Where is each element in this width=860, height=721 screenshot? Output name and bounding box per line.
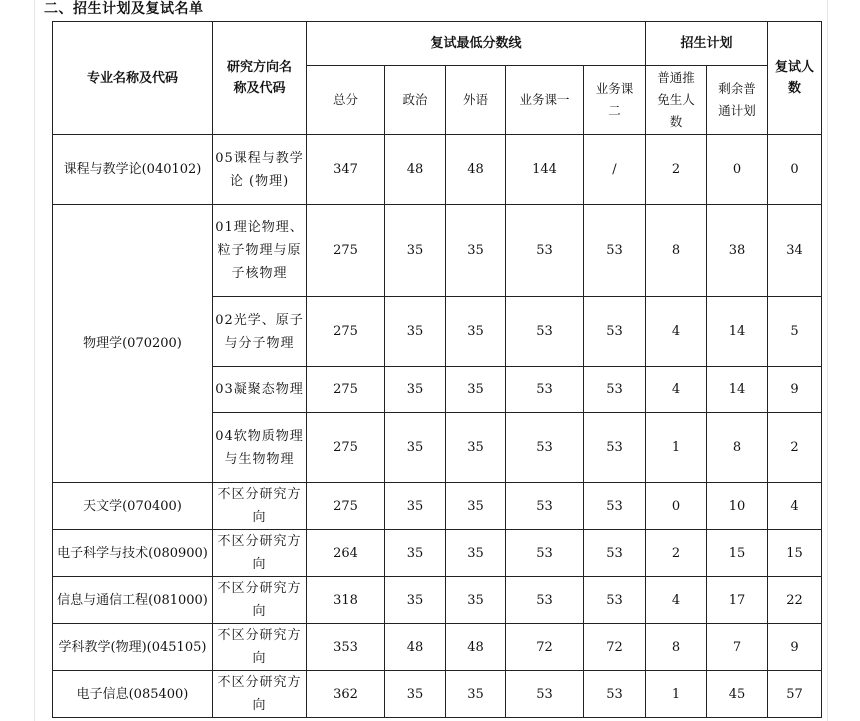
cell-politics: 35 xyxy=(385,413,446,483)
cell-direction: 05课程与教学论 (物理) xyxy=(213,135,307,205)
cell-foreign: 35 xyxy=(446,205,506,297)
cell-foreign: 35 xyxy=(446,367,506,413)
cell-foreign: 48 xyxy=(446,624,506,671)
cell-direction: 不区分研究方向 xyxy=(213,483,307,530)
cell-course2: 53 xyxy=(584,577,646,624)
cell-major: 电子科学与技术(080900) xyxy=(53,530,213,577)
table-row xyxy=(53,205,822,297)
cell-recommended: 8 xyxy=(646,205,707,297)
cell-politics: 35 xyxy=(385,205,446,297)
table-row xyxy=(53,530,822,577)
cell-recommended: 8 xyxy=(646,624,707,671)
cell-course1: 53 xyxy=(506,367,584,413)
cell-total: 318 xyxy=(307,577,385,624)
header-course1: 业务课一 xyxy=(506,66,584,135)
cell-recommended: 2 xyxy=(646,530,707,577)
cell-total: 275 xyxy=(307,297,385,367)
cell-recommended: 4 xyxy=(646,297,707,367)
header-politics: 政治 xyxy=(385,66,446,135)
cell-remaining: 17 xyxy=(707,577,768,624)
cell-count: 22 xyxy=(768,577,822,624)
table-row xyxy=(53,577,822,624)
cell-count: 9 xyxy=(768,624,822,671)
cell-course1: 53 xyxy=(506,483,584,530)
cell-total: 353 xyxy=(307,624,385,671)
cell-remaining: 14 xyxy=(707,367,768,413)
cell-total: 362 xyxy=(307,671,385,718)
cell-recommended: 2 xyxy=(646,135,707,205)
header-major: 专业名称及代码 xyxy=(53,22,213,135)
cell-course2: 53 xyxy=(584,483,646,530)
cell-course1: 53 xyxy=(506,413,584,483)
cell-count: 9 xyxy=(768,367,822,413)
cell-major: 信息与通信工程(081000) xyxy=(53,577,213,624)
cell-major: 物理学(070200) xyxy=(53,205,213,483)
cell-course1: 53 xyxy=(506,671,584,718)
cell-count: 57 xyxy=(768,671,822,718)
cell-politics: 35 xyxy=(385,577,446,624)
cell-direction: 不区分研究方向 xyxy=(213,577,307,624)
header-foreign: 外语 xyxy=(446,66,506,135)
cell-course1: 53 xyxy=(506,530,584,577)
cell-count: 34 xyxy=(768,205,822,297)
table-row xyxy=(53,483,822,530)
header-interview-count: 复试人数 xyxy=(768,22,822,135)
cell-course2: 53 xyxy=(584,297,646,367)
cell-foreign: 35 xyxy=(446,413,506,483)
section-heading: 二、招生计划及复试名单 xyxy=(44,1,204,17)
header-direction: 研究方向名称及代码 xyxy=(213,22,307,135)
cell-politics: 48 xyxy=(385,135,446,205)
cell-recommended: 4 xyxy=(646,577,707,624)
cell-count: 0 xyxy=(768,135,822,205)
cell-count: 4 xyxy=(768,483,822,530)
cell-course2: 53 xyxy=(584,530,646,577)
cell-major: 电子信息(085400) xyxy=(53,671,213,718)
cell-course2: 53 xyxy=(584,671,646,718)
cell-course1: 144 xyxy=(506,135,584,205)
cell-direction: 04软物质物理与生物物理 xyxy=(213,413,307,483)
cell-remaining: 38 xyxy=(707,205,768,297)
cell-count: 5 xyxy=(768,297,822,367)
cell-course2: / xyxy=(584,135,646,205)
cell-remaining: 7 xyxy=(707,624,768,671)
cell-direction: 不区分研究方向 xyxy=(213,624,307,671)
cell-count: 2 xyxy=(768,413,822,483)
cell-politics: 35 xyxy=(385,297,446,367)
cell-remaining: 45 xyxy=(707,671,768,718)
cell-total: 275 xyxy=(307,483,385,530)
cell-recommended: 1 xyxy=(646,413,707,483)
cell-total: 264 xyxy=(307,530,385,577)
cell-remaining: 10 xyxy=(707,483,768,530)
header-min-score-group: 复试最低分数线 xyxy=(307,22,646,66)
cell-course1: 53 xyxy=(506,205,584,297)
cell-major: 课程与教学论(040102) xyxy=(53,135,213,205)
cell-course1: 53 xyxy=(506,577,584,624)
cell-course2: 53 xyxy=(584,413,646,483)
cell-total: 275 xyxy=(307,205,385,297)
header-remaining: 剩余普通计划 xyxy=(707,66,768,135)
cell-politics: 48 xyxy=(385,624,446,671)
cell-course2: 72 xyxy=(584,624,646,671)
header-plan-group: 招生计划 xyxy=(646,22,768,66)
cell-recommended: 0 xyxy=(646,483,707,530)
cell-remaining: 0 xyxy=(707,135,768,205)
cell-course1: 72 xyxy=(506,624,584,671)
cell-total: 275 xyxy=(307,413,385,483)
cell-recommended: 1 xyxy=(646,671,707,718)
cell-course2: 53 xyxy=(584,367,646,413)
cell-foreign: 35 xyxy=(446,297,506,367)
table-row xyxy=(53,135,822,205)
cell-politics: 35 xyxy=(385,367,446,413)
cell-direction: 不区分研究方向 xyxy=(213,671,307,718)
table-row xyxy=(53,671,822,718)
header-course2: 业务课二 xyxy=(584,66,646,135)
cell-direction: 01理论物理、粒子物理与原子核物理 xyxy=(213,205,307,297)
cell-course2: 53 xyxy=(584,205,646,297)
cell-recommended: 4 xyxy=(646,367,707,413)
cell-foreign: 35 xyxy=(446,530,506,577)
cell-count: 15 xyxy=(768,530,822,577)
cell-direction: 不区分研究方向 xyxy=(213,530,307,577)
cell-foreign: 35 xyxy=(446,671,506,718)
cell-total: 275 xyxy=(307,367,385,413)
header-total: 总分 xyxy=(307,66,385,135)
cell-politics: 35 xyxy=(385,671,446,718)
cell-major: 天文学(070400) xyxy=(53,483,213,530)
cell-remaining: 8 xyxy=(707,413,768,483)
cell-politics: 35 xyxy=(385,530,446,577)
admission-table xyxy=(52,21,822,718)
cell-politics: 35 xyxy=(385,483,446,530)
cell-course1: 53 xyxy=(506,297,584,367)
cell-foreign: 35 xyxy=(446,577,506,624)
cell-foreign: 48 xyxy=(446,135,506,205)
cell-direction: 02光学、原子与分子物理 xyxy=(213,297,307,367)
cell-major: 学科教学(物理)(045105) xyxy=(53,624,213,671)
table-row xyxy=(53,624,822,671)
header-recommended: 普通推免生人数 xyxy=(646,66,707,135)
cell-direction: 03凝聚态物理 xyxy=(213,367,307,413)
cell-foreign: 35 xyxy=(446,483,506,530)
cell-total: 347 xyxy=(307,135,385,205)
cell-remaining: 14 xyxy=(707,297,768,367)
cell-remaining: 15 xyxy=(707,530,768,577)
